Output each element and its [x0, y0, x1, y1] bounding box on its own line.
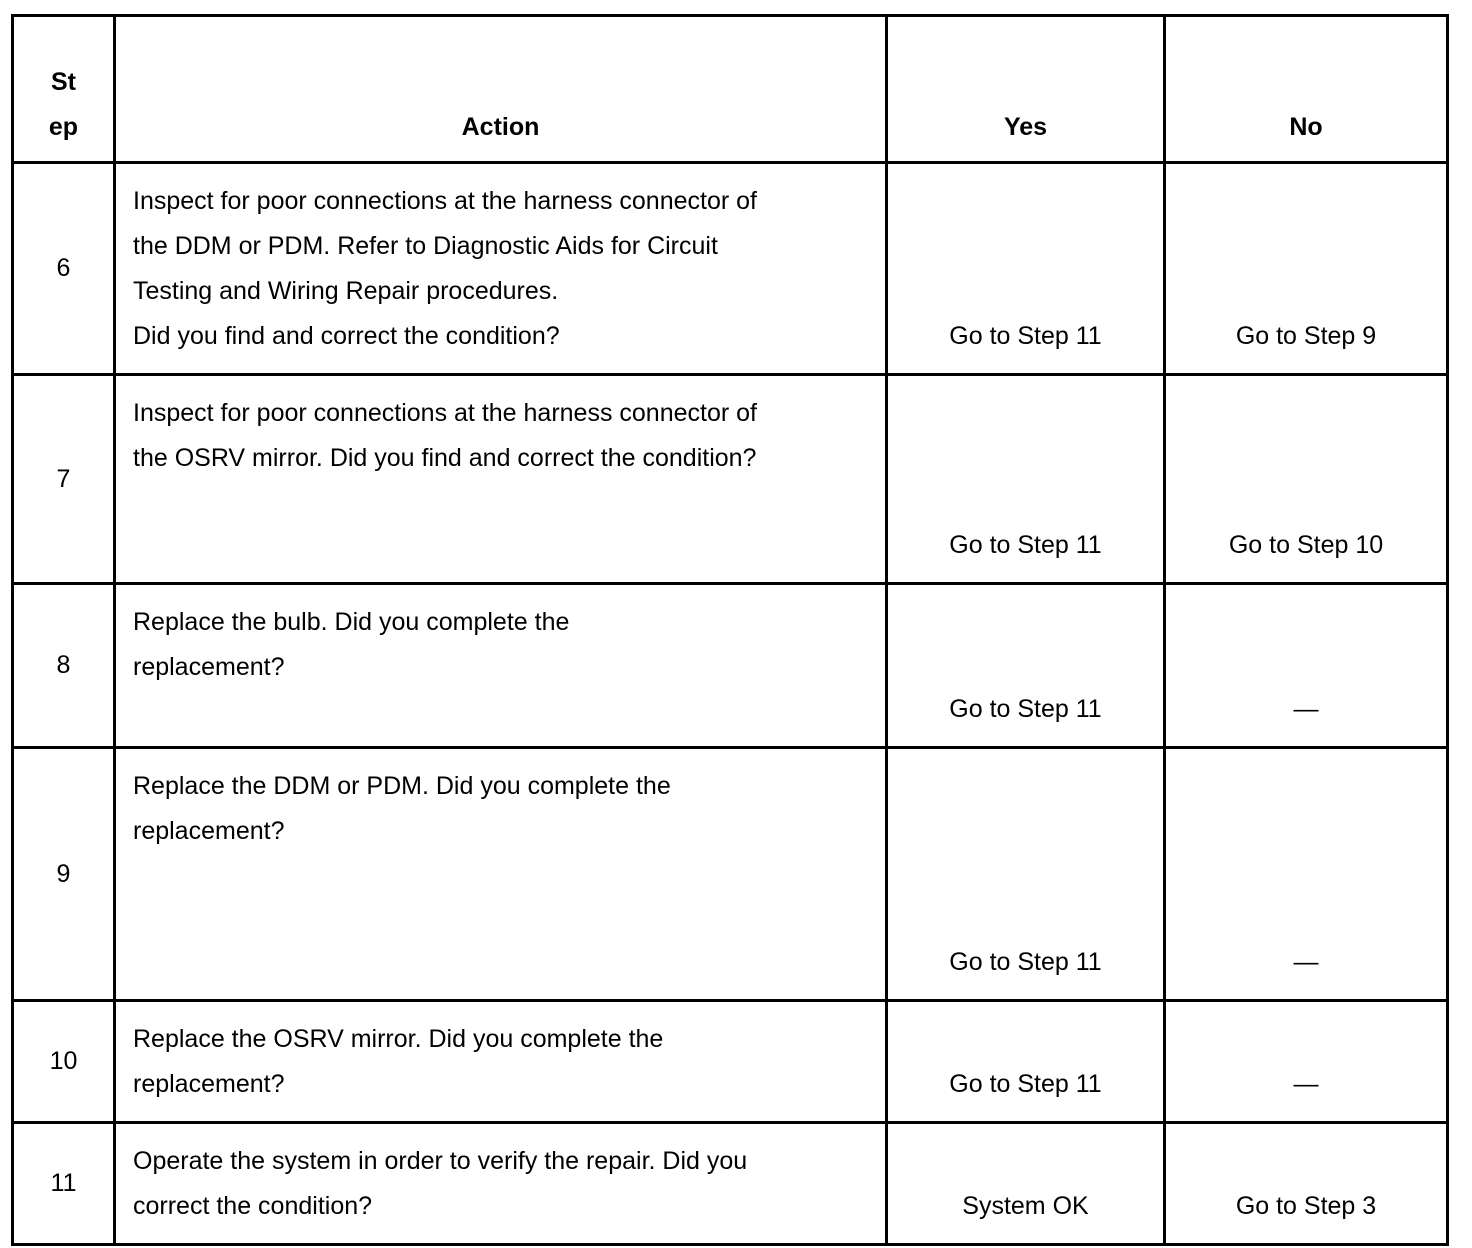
table-header-row	[13, 16, 1448, 163]
yes-result: Go to Step 11	[887, 584, 1165, 748]
action-line: replacement?	[133, 1070, 285, 1098]
yes-result: System OK	[887, 1123, 1165, 1245]
action-text	[115, 1123, 887, 1245]
action-line: replacement?	[133, 817, 285, 845]
header-yes: Yes	[887, 16, 1165, 163]
action-line: Testing and Wiring Repair procedures.	[133, 277, 559, 305]
no-result: —	[1165, 1001, 1448, 1123]
action-line: Inspect for poor connections at the harness connector of	[133, 187, 757, 215]
no-result: —	[1165, 584, 1448, 748]
action-line: the DDM or PDM. Refer to Diagnostic Aids for Circuit	[133, 232, 718, 260]
action-line: Replace the DDM or PDM. Did you complete the	[133, 772, 671, 800]
diagnostic-steps-table	[11, 14, 1449, 1246]
action-text	[115, 748, 887, 1001]
header-no: No	[1165, 16, 1448, 163]
yes-result: Go to Step 11	[887, 1001, 1165, 1123]
header-action: Action	[115, 16, 887, 163]
no-result: —	[1165, 748, 1448, 1001]
table-row	[13, 375, 1448, 584]
step-number: 11	[13, 1123, 115, 1245]
table-row	[13, 1001, 1448, 1123]
action-line: Replace the bulb. Did you complete the	[133, 608, 570, 636]
header-step	[13, 16, 115, 163]
action-text	[115, 584, 887, 748]
no-result: Go to Step 3	[1165, 1123, 1448, 1245]
no-result: Go to Step 10	[1165, 375, 1448, 584]
header-step-label: St ep	[48, 68, 79, 141]
action-line: replacement?	[133, 653, 285, 681]
yes-result: Go to Step 11	[887, 163, 1165, 375]
table-row	[13, 163, 1448, 375]
action-line: Replace the OSRV mirror. Did you complete the	[133, 1025, 664, 1053]
action-line: correct the condition?	[133, 1192, 373, 1220]
action-text	[115, 375, 887, 584]
step-number: 10	[13, 1001, 115, 1123]
action-text	[115, 163, 887, 375]
table-row	[13, 584, 1448, 748]
action-line: Operate the system in order to verify the repair. Did you	[133, 1147, 748, 1175]
step-number: 9	[13, 748, 115, 1001]
yes-result: Go to Step 11	[887, 748, 1165, 1001]
step-number: 8	[13, 584, 115, 748]
action-line: Did you find and correct the condition?	[133, 322, 560, 350]
step-number: 6	[13, 163, 115, 375]
action-line: Inspect for poor connections at the harness connector of	[133, 399, 757, 427]
table-row	[13, 748, 1448, 1001]
yes-result: Go to Step 11	[887, 375, 1165, 584]
table-row	[13, 1123, 1448, 1245]
step-number: 7	[13, 375, 115, 584]
no-result: Go to Step 9	[1165, 163, 1448, 375]
action-text	[115, 1001, 887, 1123]
action-line: the OSRV mirror. Did you find and correct the condition?	[133, 444, 757, 472]
